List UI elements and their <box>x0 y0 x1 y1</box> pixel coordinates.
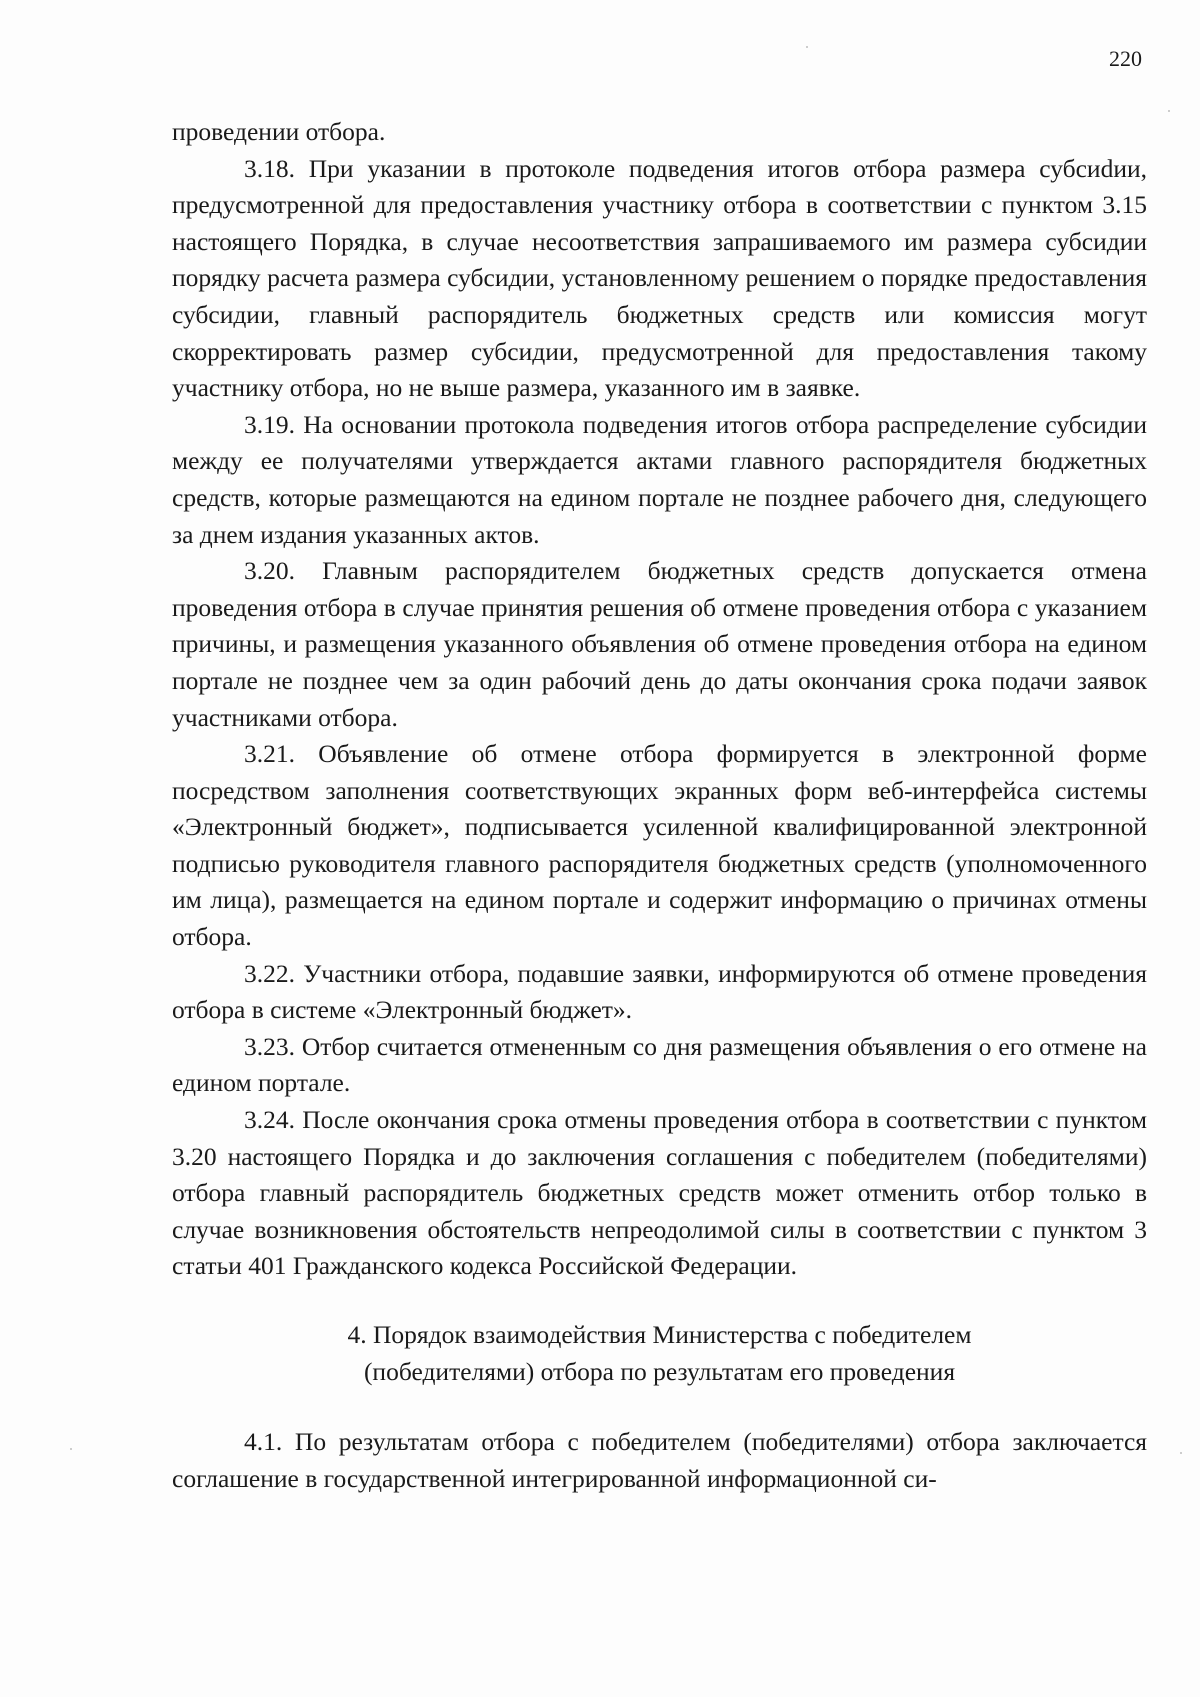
section-4-heading-line-2: (победителями) отбора по результатам его проведения <box>363 1356 956 1386</box>
scan-speck <box>806 46 808 48</box>
paragraph-continuation: проведении отбора. <box>172 117 386 146</box>
paragraph-3-21: 3.21. Объявление об отмене отбора формируется в электронной форме посредством заполнения соответствующих экранных форм веб-интерфейса системы «Электронный бюджет», подписывается усиленной квалифицированной электронной подписью руководителя главного распорядителя бюджетных средств (уполномоченного им лица), размещается на едином портале и содержит информацию о причинах отмены отбора. <box>172 739 1147 952</box>
paragraph-3-23: 3.23. Отбор считается отмененным со дня размещения объявления о его отмене на едином портале. <box>172 1031 1147 1098</box>
page-number: 220 <box>1109 46 1142 71</box>
paragraph-3-18: 3.18. При указании в протоколе подведения итогов отбора размера субсиdии, предусмотренной для предоставления участнику отбора в соответствии с пунктом 3.15 настоящего Порядка, в случае несоответствия запрашиваемого им размера субсидии порядку расчета размера субсидии, установленному решением о порядке предоставления субсидии, главный распорядитель бюджетных средств или комиссия могут скорректировать размер субсидии, предусмотренной для предоставления такому участнику отбора, но не выше размера, указанного им в заявке. <box>172 153 1147 403</box>
document-body <box>172 114 1147 1497</box>
paragraph-3-22: 3.22. Участники отбора, подавшие заявки, информируются об отмене проведения отбора в системе «Электронный бюджет». <box>172 958 1147 1025</box>
scan-speck <box>70 1448 72 1450</box>
section-4-heading <box>172 1317 1147 1390</box>
scan-speck <box>1168 110 1170 112</box>
scan-speck <box>1180 1452 1182 1454</box>
paragraph-3-20: 3.20. Главным распорядителем бюджетных средств допускается отмена проведения отбора в случае принятия решения об отмене проведения отбора с указанием причины, и размещения указанного объявления об отмене проведения отбора на едином портале не позднее чем за один рабочий день до даты окончания срока подачи заявок участниками отбора. <box>172 556 1147 732</box>
paragraph-3-19: 3.19. На основании протокола подведения итогов отбора распределение субсидии между ее получателями утверждается актами главного распорядителя бюджетных средств, которые размещаются на едином портале не позднее рабочего дня, следующего за днем издания указанных актов. <box>172 409 1147 549</box>
section-4-heading-line-1: 4. Порядок взаимодействия Министерства с победителем <box>347 1320 972 1349</box>
paragraph-4-1: 4.1. По результатам отбора с победителем (победителями) отбора заключается соглашение в государственной интегрированной информационной си- <box>172 1427 1147 1493</box>
paragraph-3-24: 3.24. После окончания срока отмены проведения отбора в соответствии с пунктом 3.20 настоящего Порядка и до заключения соглашения с победителем (победителями) отбора главный распорядитель бюджетных средств может отменить отбор только в случае возникновения обстоятельств непреодолимой силы в соответствии с пунктом 3 статьи 401 Гражданского кодекса Российской Федерации. <box>172 1105 1147 1281</box>
